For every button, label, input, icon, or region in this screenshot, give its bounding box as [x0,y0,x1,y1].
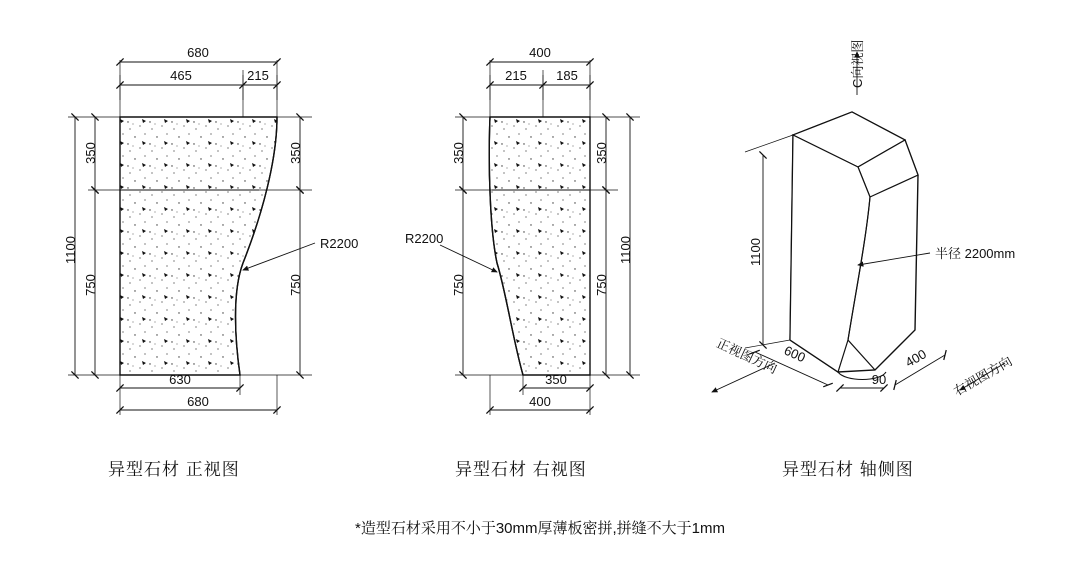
caption-axon-view: 异型石材 轴侧图 [782,460,914,479]
front-dim-right-lower: 750 [288,274,303,296]
front-dim-top-total: 680 [187,45,209,60]
axon-dim-height: 1100 [748,238,763,266]
right-dim-right-upper: 350 [594,142,609,164]
front-dim-right-upper: 350 [288,142,303,164]
front-radius-label: R2200 [320,236,359,251]
axonometric-view-group [712,40,1015,399]
right-dim-top-left: 215 [505,68,527,83]
front-dim-left-upper: 350 [83,142,98,164]
front-dim-bottom-inner: 630 [169,372,191,387]
right-dim-right-lower: 750 [594,274,609,296]
caption-right-view: 异型石材 右视图 [455,460,587,479]
right-dim-bottom-inner: 350 [545,372,567,387]
drawing-note: *造型石材采用不小于30mm厚薄板密拼,拼缝不大于1mm [354,520,725,537]
axon-label-view-c: C向视图 [850,39,865,88]
right-view-outline [489,117,590,375]
axon-radius-note: 半径 2200mm [935,246,1016,261]
right-dim-top-right: 185 [556,68,578,83]
caption-front-view: 异型石材 正视图 [108,460,240,479]
front-dim-top-left: 465 [170,68,192,83]
axon-dim-depth-left: 600 [781,342,808,366]
front-view-outline [120,117,277,375]
right-dim-top-total: 400 [529,45,551,60]
right-dim-bottom-total: 400 [529,394,551,409]
front-dim-left-total: 1100 [63,236,78,264]
front-dim-bottom-total: 680 [187,394,209,409]
axon-dim-depth-right: 400 [902,346,929,371]
front-dim-top-right: 215 [247,68,269,83]
right-dim-left-lower: 750 [451,274,466,296]
front-dim-left-lower: 750 [83,274,98,296]
axon-dim-bottom-small: 90 [871,372,887,387]
right-view-group [405,45,640,415]
right-dim-right-total: 1100 [618,236,633,264]
axon-label-front-dir: 正视图方向 [714,335,780,377]
right-radius-label: R2200 [405,231,444,246]
right-dim-left-upper: 350 [451,142,466,164]
axon-label-right-dir: 右视图方向 [950,353,1015,399]
front-view-group [63,45,358,415]
